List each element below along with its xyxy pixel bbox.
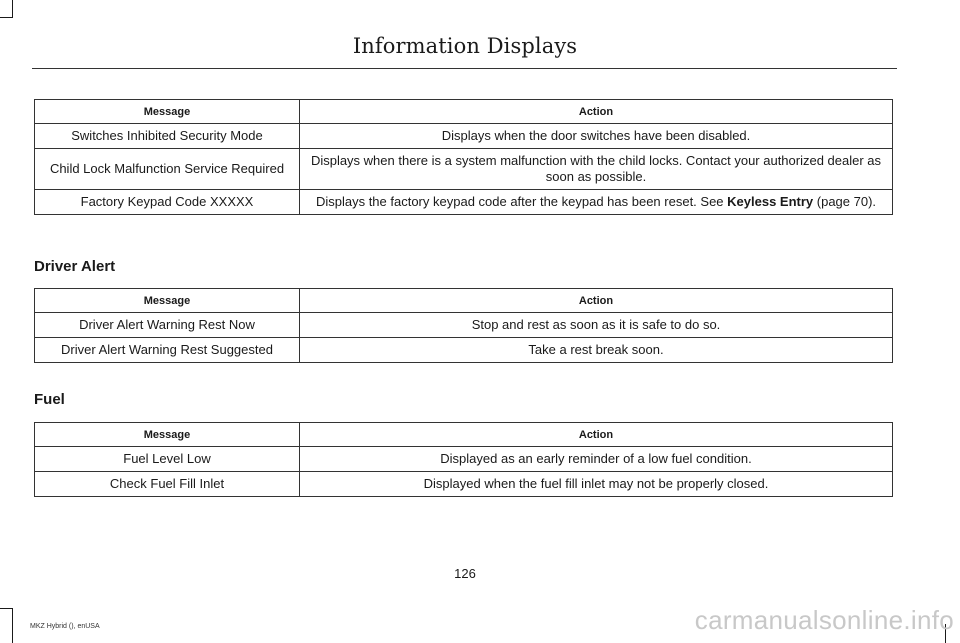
table-header-row [35, 100, 893, 124]
column-header-action: Action [300, 423, 893, 447]
crop-mark-bottom-left-horizontal [0, 608, 13, 609]
table-row [35, 190, 893, 215]
column-header-action: Action [300, 100, 893, 124]
table-row [35, 472, 893, 497]
section-heading-fuel: Fuel [34, 391, 65, 408]
column-header-action: Action [300, 289, 893, 313]
crop-mark-top-left-horizontal [0, 17, 13, 18]
action-cell: Take a rest break soon. [300, 338, 893, 363]
page-number: 126 [454, 566, 476, 581]
message-cell: Fuel Level Low [35, 447, 300, 472]
message-cell: Driver Alert Warning Rest Suggested [35, 338, 300, 363]
message-cell: Driver Alert Warning Rest Now [35, 313, 300, 338]
crop-mark-bottom-left-vertical [12, 608, 13, 643]
driver-alert-table [34, 288, 893, 363]
action-cell: Displayed as an early reminder of a low fuel condition. [300, 447, 893, 472]
table-row [35, 124, 893, 149]
footer-document-id: MKZ Hybrid (), enUSA [30, 623, 100, 630]
action-text: Displays the factory keypad code after the keypad has been reset. See [315, 194, 728, 209]
page-reference: (page 70). [813, 194, 877, 209]
table-row [35, 313, 893, 338]
table-header-row [35, 289, 893, 313]
table-row [35, 447, 893, 472]
page-title: Information Displays [352, 34, 578, 58]
table-row [35, 338, 893, 363]
column-header-message: Message [35, 423, 300, 447]
table-header-row [35, 423, 893, 447]
table-row [35, 149, 893, 190]
keyless-entry-reference: Keyless Entry [727, 194, 814, 209]
action-cell: Displayed when the fuel fill inlet may not be properly closed. [300, 472, 893, 497]
message-cell: Check Fuel Fill Inlet [35, 472, 300, 497]
action-cell [300, 190, 893, 215]
action-cell: Displays when the door switches have been disabled. [300, 124, 893, 149]
watermark: carmanualsonline.info [694, 605, 954, 635]
crop-mark-top-left-vertical [12, 0, 13, 17]
title-rule [32, 68, 897, 69]
column-header-message: Message [35, 289, 300, 313]
action-cell: Displays when there is a system malfunction with the child locks. Contact your authorized dealer as soon as possible. [300, 149, 893, 190]
message-cell: Switches Inhibited Security Mode [35, 124, 300, 149]
section-heading-driver-alert: Driver Alert [34, 258, 116, 275]
action-cell: Stop and rest as soon as it is safe to do so. [300, 313, 893, 338]
fuel-messages-table [34, 422, 893, 497]
message-cell: Factory Keypad Code XXXXX [35, 190, 300, 215]
security-messages-table [34, 99, 893, 215]
column-header-message: Message [35, 100, 300, 124]
message-cell: Child Lock Malfunction Service Required [35, 149, 300, 190]
